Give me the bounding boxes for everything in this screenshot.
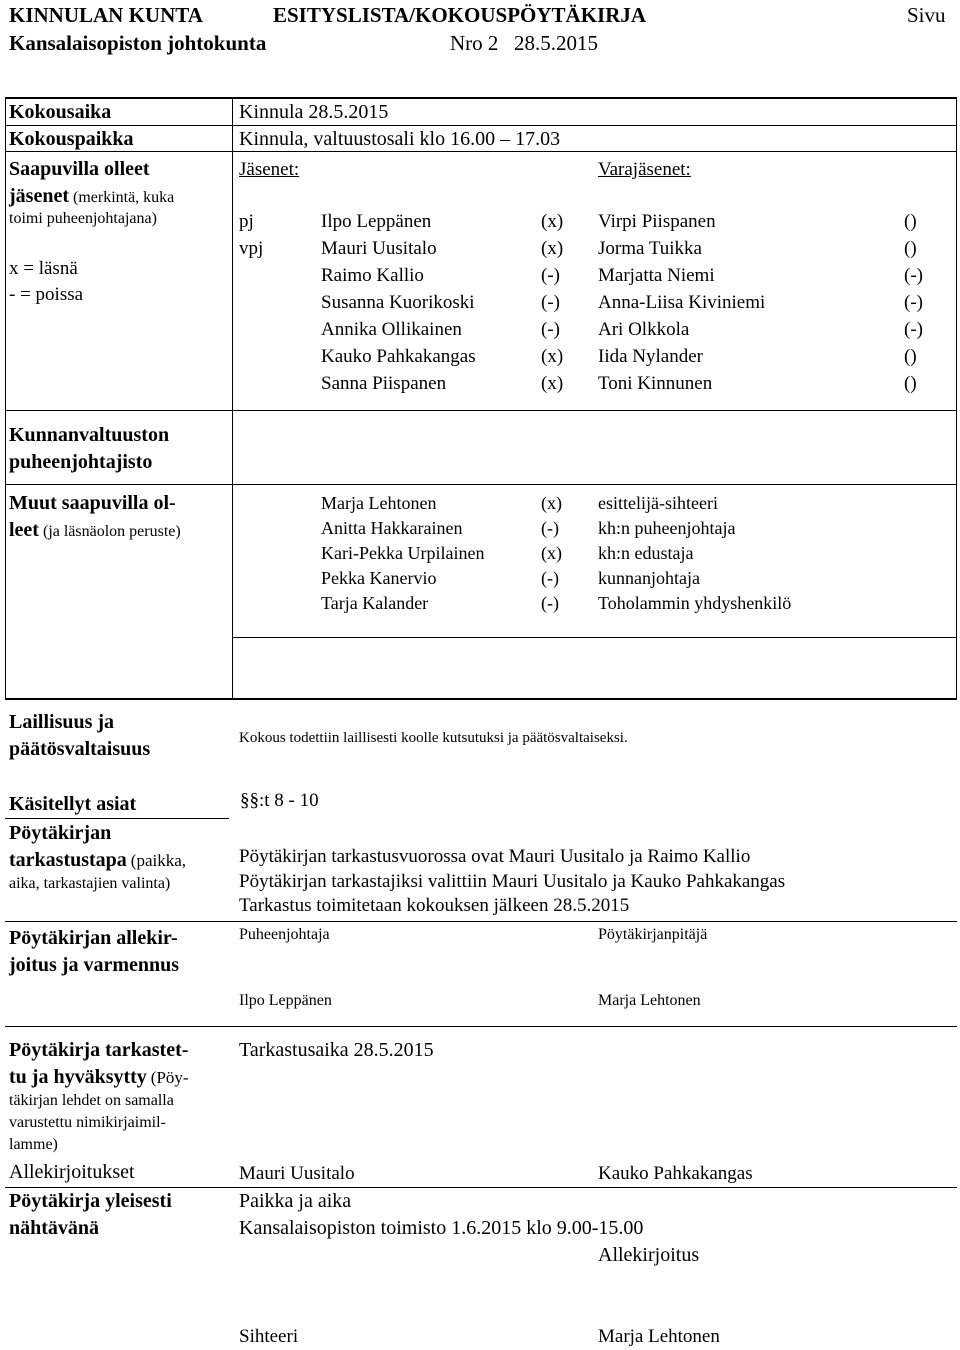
deputy-attendance-mark: () bbox=[904, 211, 917, 232]
member-role: pj bbox=[239, 211, 254, 232]
deputy-attendance-mark: (-) bbox=[904, 319, 923, 340]
approved-label-line3: täkirjan lehdet on samalla bbox=[9, 1092, 174, 1109]
row-divider bbox=[5, 1026, 957, 1027]
approved-value: Tarkastusaika 28.5.2015 bbox=[239, 1039, 434, 1061]
attendees-label-line3: toimi puheenjohtajana) bbox=[9, 210, 157, 227]
other-attendance-mark: (-) bbox=[541, 568, 559, 588]
other-attendance-mark: (x) bbox=[541, 543, 562, 563]
member-attendance-mark: (x) bbox=[541, 238, 564, 259]
inspection-line1: Pöytäkirjan tarkastusvuorossa ovat Mauri Uusitalo ja Raimo Kallio bbox=[239, 846, 751, 867]
member-name: Kauko Pahkakangas bbox=[321, 346, 476, 367]
deputy-name: Ari Olkkola bbox=[598, 319, 690, 340]
deputy-attendance-mark: () bbox=[904, 346, 917, 367]
signature-name-1: Mauri Uusitalo bbox=[239, 1163, 355, 1184]
meeting-date: 28.5.2015 bbox=[514, 31, 598, 55]
approved-label-line4: varustettu nimikirjaimil- bbox=[9, 1114, 166, 1131]
signing-label-line2: joitus ja varmennus bbox=[9, 954, 180, 976]
deputy-name: Jorma Tuikka bbox=[598, 238, 702, 259]
approved-label-bold: tu ja hyväksytty bbox=[9, 1066, 147, 1088]
deputy-name: Toni Kinnunen bbox=[598, 373, 713, 394]
member-name: Ilpo Leppänen bbox=[321, 211, 432, 232]
public-secretary-name: Marja Lehtonen bbox=[598, 1326, 720, 1347]
other-attendance-basis: esittelijä-sihteeri bbox=[598, 493, 718, 513]
signature-name-2: Kauko Pahkakangas bbox=[598, 1163, 753, 1184]
member-attendance-mark: (-) bbox=[541, 319, 560, 340]
table-right-border bbox=[956, 97, 957, 699]
body-name: Kansalaisopiston johtokunta bbox=[9, 31, 267, 55]
member-attendance-mark: (x) bbox=[541, 346, 564, 367]
attendees-label-line2 bbox=[9, 186, 174, 206]
document-type: ESITYSLISTA/KOKOUSPÖYTÄKIRJA bbox=[273, 3, 647, 27]
inspection-label-line2 bbox=[9, 850, 186, 870]
public-label: Pöytäkirja yleisesti bbox=[9, 1190, 172, 1212]
row-divider bbox=[5, 151, 957, 152]
other-name: Marja Lehtonen bbox=[321, 493, 437, 513]
public-place-time-label: Paikka ja aika bbox=[239, 1190, 352, 1212]
row-divider bbox=[5, 125, 957, 126]
member-attendance-mark: (-) bbox=[541, 265, 560, 286]
others-label-line2 bbox=[9, 520, 181, 540]
meeting-number: Nro 2 bbox=[450, 31, 499, 55]
member-attendance-mark: (x) bbox=[541, 373, 564, 394]
table-top-border bbox=[5, 97, 957, 99]
deputies-header: Varajäsenet: bbox=[598, 159, 691, 180]
table-left-border bbox=[5, 97, 6, 699]
deputy-name: Marjatta Niemi bbox=[598, 265, 715, 286]
approved-label-line5: lamme) bbox=[9, 1136, 58, 1153]
inspection-label: Pöytäkirjan bbox=[9, 822, 112, 844]
chair-name: Ilpo Leppänen bbox=[239, 992, 332, 1009]
meeting-time-value: Kinnula 28.5.2015 bbox=[239, 101, 389, 123]
row-divider bbox=[5, 484, 957, 485]
deputy-attendance-mark: () bbox=[904, 373, 917, 394]
handled-label: Käsitellyt asiat bbox=[9, 793, 137, 815]
other-attendance-basis: kh:n puheenjohtaja bbox=[598, 518, 736, 538]
member-name: Susanna Kuorikoski bbox=[321, 292, 475, 313]
other-name: Tarja Kalander bbox=[321, 593, 429, 613]
deputy-attendance-mark: (-) bbox=[904, 265, 923, 286]
row-divider bbox=[5, 410, 957, 411]
deputy-name: Anna-Liisa Kiviniemi bbox=[598, 292, 766, 313]
other-attendance-mark: (x) bbox=[541, 493, 562, 513]
meeting-place-value: Kinnula, valtuustosali klo 16.00 – 17.03 bbox=[239, 128, 561, 150]
attendees-label-note: (merkintä, kuka bbox=[72, 189, 175, 206]
signatures-label: Allekirjoitukset bbox=[9, 1161, 135, 1183]
legend-present: x = läsnä bbox=[9, 258, 78, 279]
deputy-name: Iida Nylander bbox=[598, 346, 703, 367]
member-name: Mauri Uusitalo bbox=[321, 238, 437, 259]
public-secretary-label: Sihteeri bbox=[239, 1326, 299, 1347]
approved-label-note: (Pöy- bbox=[150, 1068, 189, 1087]
members-header: Jäsenet: bbox=[239, 159, 300, 180]
public-label-line2: nähtävänä bbox=[9, 1217, 100, 1239]
member-name: Sanna Piispanen bbox=[321, 373, 447, 394]
deputy-attendance-mark: () bbox=[904, 238, 917, 259]
other-attendance-mark: (-) bbox=[541, 518, 559, 538]
member-attendance-mark: (-) bbox=[541, 292, 560, 313]
attendees-label-bold: jäsenet bbox=[9, 185, 69, 207]
table-bottom-border bbox=[5, 698, 957, 700]
others-label-note: (ja läsnäolon peruste) bbox=[42, 523, 181, 540]
member-attendance-mark: (x) bbox=[541, 211, 564, 232]
signing-label: Pöytäkirjan allekir- bbox=[9, 927, 178, 949]
public-signature-label: Allekirjoitus bbox=[598, 1244, 700, 1266]
inspection-label-bold: tarkastustapa bbox=[9, 849, 127, 871]
other-attendance-basis: kh:n edustaja bbox=[598, 543, 694, 563]
page-label: Sivu bbox=[907, 3, 946, 27]
inspection-label-line3: aika, tarkastajien valinta) bbox=[9, 875, 171, 892]
column-divider bbox=[232, 97, 233, 699]
meeting-place-label: Kokouspaikka bbox=[9, 128, 134, 150]
deputy-attendance-mark: (-) bbox=[904, 292, 923, 313]
other-name: Kari-Pekka Urpilainen bbox=[321, 543, 485, 563]
member-name: Raimo Kallio bbox=[321, 265, 424, 286]
handled-value: §§:t 8 - 10 bbox=[240, 790, 319, 811]
secretary-name: Marja Lehtonen bbox=[598, 992, 701, 1009]
deputy-name: Virpi Piispanen bbox=[598, 211, 716, 232]
municipality-name: KINNULAN KUNTA bbox=[9, 3, 203, 27]
legality-text: Kokous todettiin laillisesti koolle kutsutuksi ja päätösvaltaiseksi. bbox=[239, 730, 628, 746]
inspection-label-note: (paikka, bbox=[130, 851, 187, 870]
others-label: Muut saapuvilla ol- bbox=[9, 492, 176, 514]
legality-label: Laillisuus ja bbox=[9, 711, 115, 733]
member-role: vpj bbox=[239, 238, 264, 259]
approved-label-line2 bbox=[9, 1067, 189, 1087]
meeting-time-label: Kokousaika bbox=[9, 101, 112, 123]
row-divider bbox=[5, 818, 229, 819]
legend-absent: - = poissa bbox=[9, 284, 84, 305]
other-name: Pekka Kanervio bbox=[321, 568, 437, 588]
row-divider bbox=[232, 637, 957, 638]
inspection-line2: Pöytäkirjan tarkastajiksi valittiin Mauri Uusitalo ja Kauko Pahkakangas bbox=[239, 871, 786, 892]
row-divider bbox=[5, 921, 957, 922]
other-attendance-basis: kunnanjohtaja bbox=[598, 568, 700, 588]
legality-label-line2: päätösvaltaisuus bbox=[9, 738, 151, 760]
council-label-line2: puheenjohtajisto bbox=[9, 451, 153, 473]
other-attendance-basis: Toholammin yhdyshenkilö bbox=[598, 593, 792, 613]
member-name: Annika Ollikainen bbox=[321, 319, 462, 340]
council-label: Kunnanvaltuuston bbox=[9, 424, 170, 446]
attendees-label: Saapuvilla olleet bbox=[9, 158, 150, 180]
approved-label: Pöytäkirja tarkastet- bbox=[9, 1039, 189, 1061]
secretary-title: Pöytäkirjanpitäjä bbox=[598, 926, 708, 943]
other-name: Anitta Hakkarainen bbox=[321, 518, 463, 538]
chair-title: Puheenjohtaja bbox=[239, 926, 330, 943]
other-attendance-mark: (-) bbox=[541, 593, 559, 613]
inspection-line3: Tarkastus toimitetaan kokouksen jälkeen 28.5.2015 bbox=[239, 895, 630, 916]
others-label-bold: leet bbox=[9, 519, 39, 541]
public-place-time-value: Kansalaisopiston toimisto 1.6.2015 klo 9.00-15.00 bbox=[239, 1217, 644, 1239]
row-divider bbox=[5, 1187, 957, 1188]
